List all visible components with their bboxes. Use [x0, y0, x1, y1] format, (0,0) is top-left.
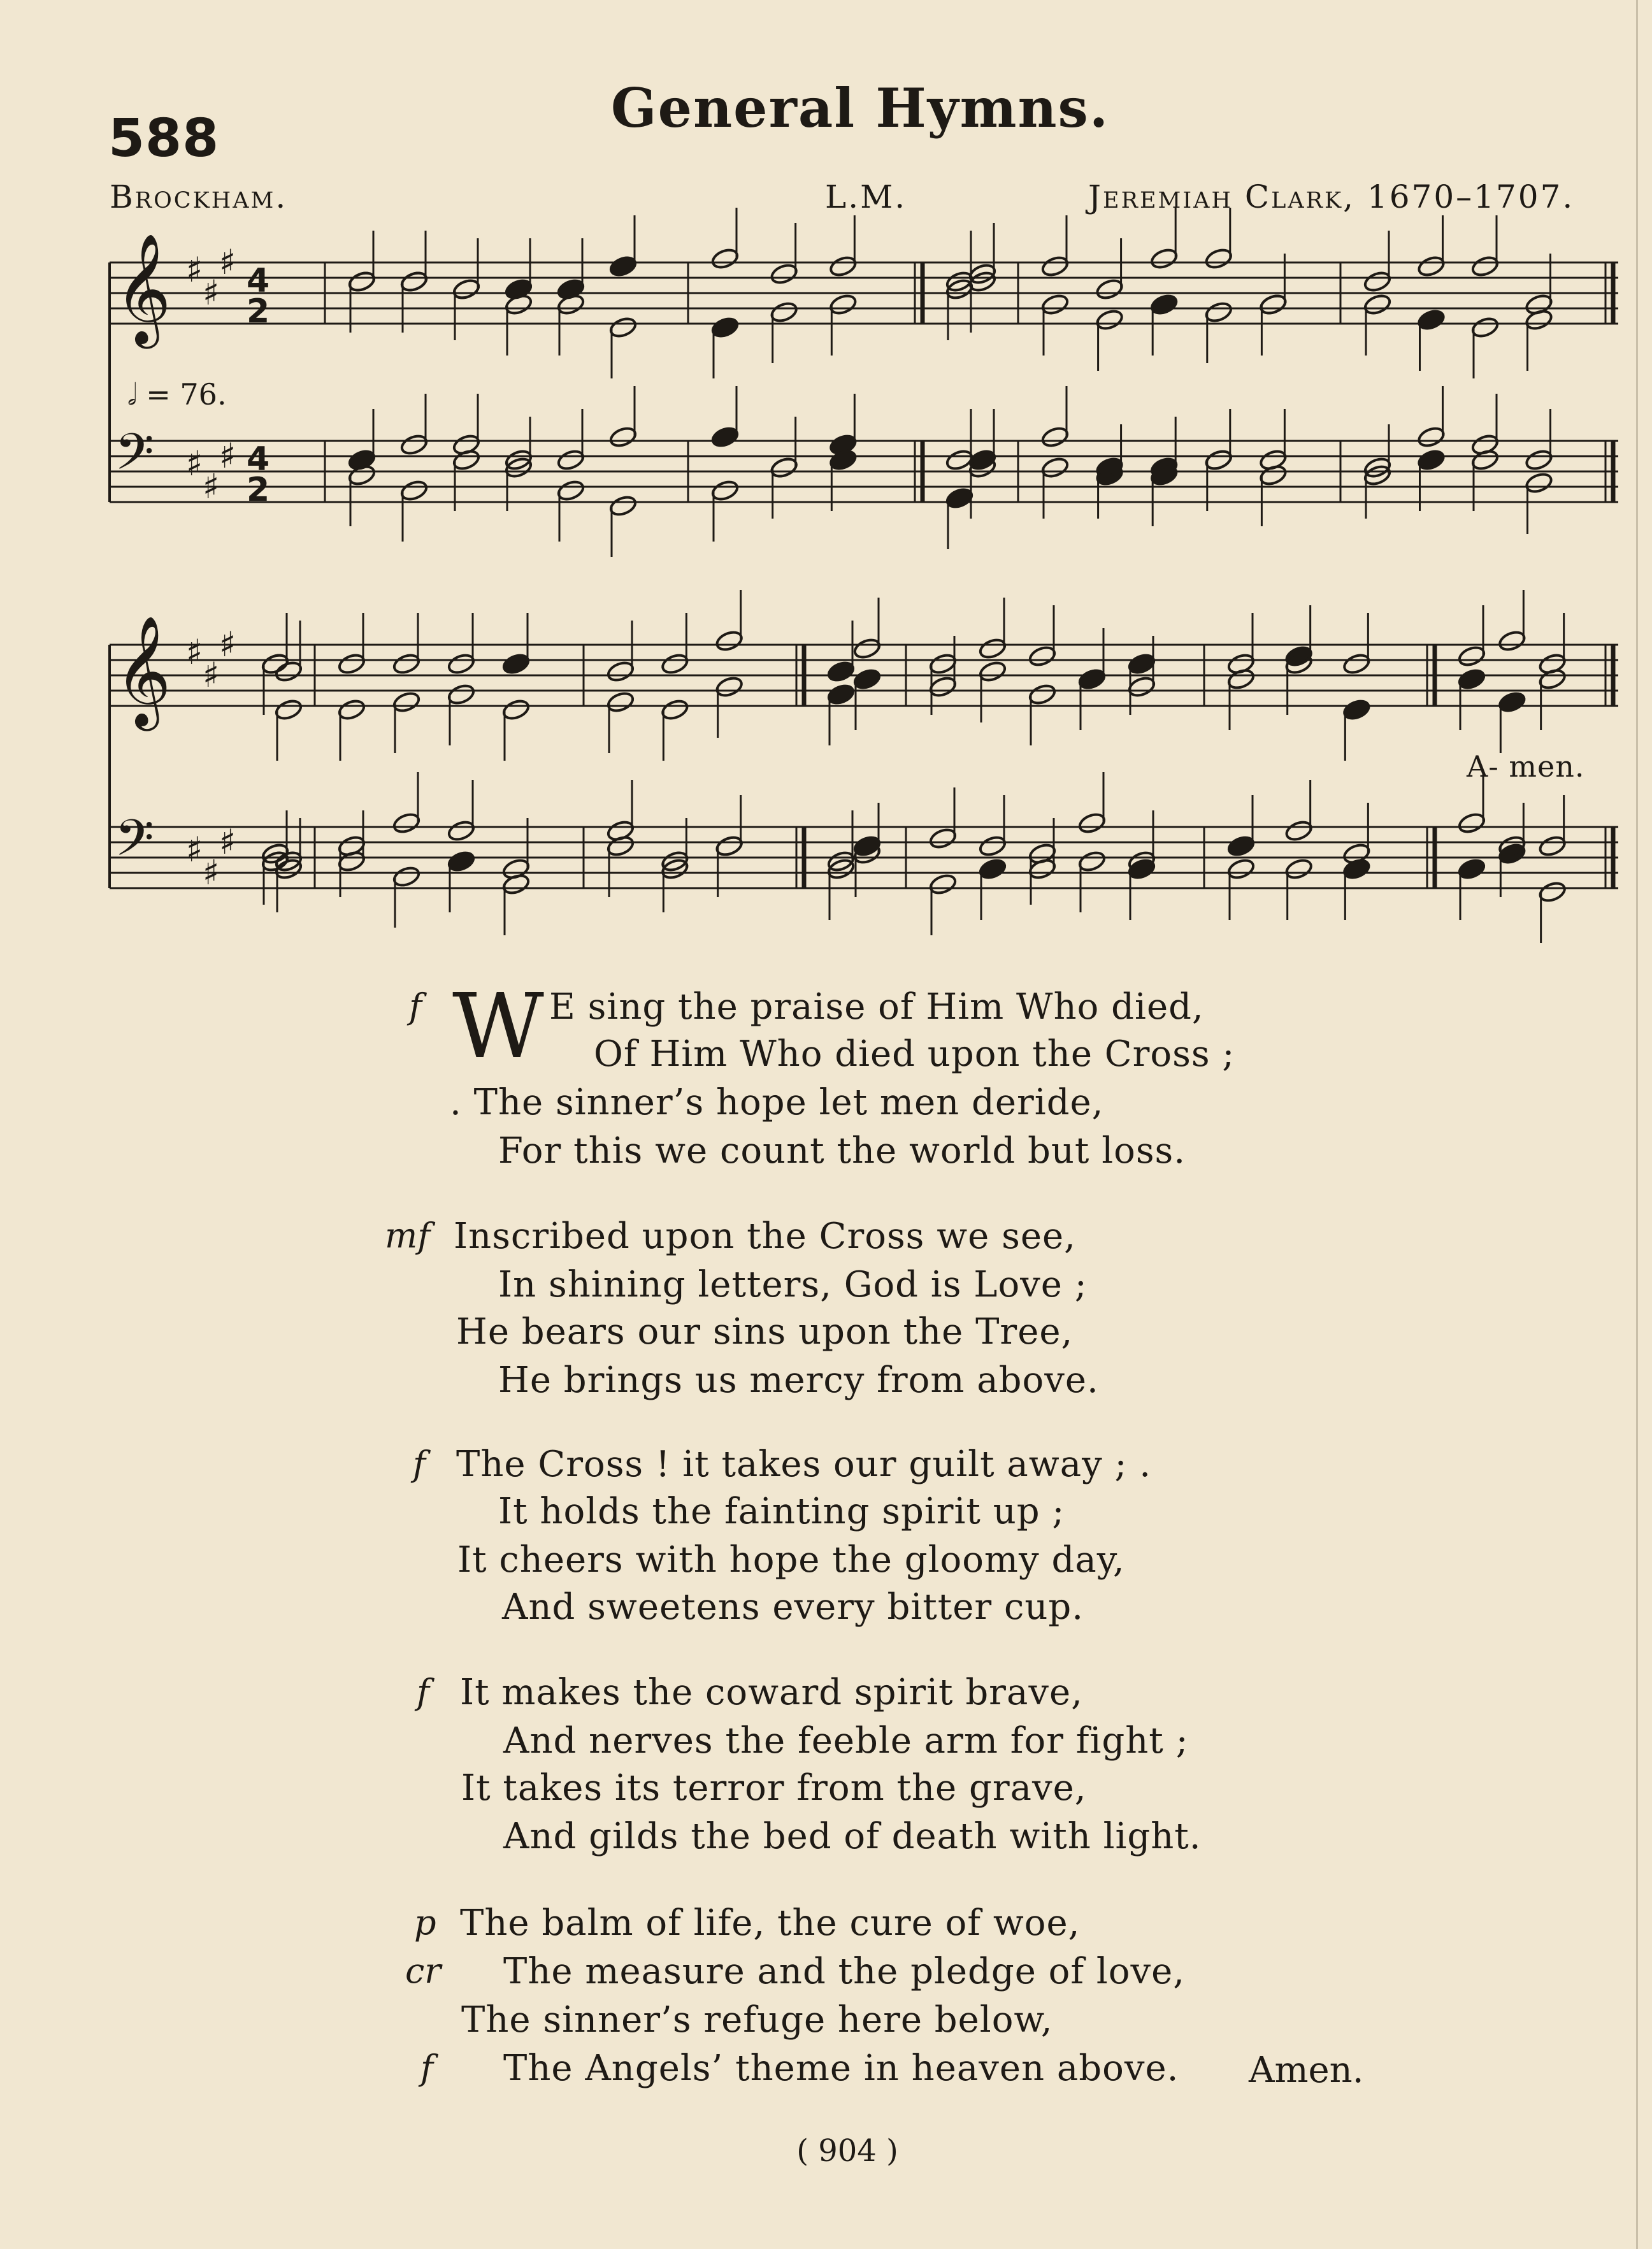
note-head: [1524, 471, 1553, 494]
note-head: [1524, 448, 1553, 471]
verse-5-dynamic: p: [414, 1902, 436, 1943]
note-head: [1149, 292, 1179, 316]
note-head: [606, 659, 635, 683]
note-head: [1457, 644, 1486, 668]
note-head: [715, 675, 744, 698]
note-head: [392, 690, 421, 714]
note-head: [1284, 857, 1314, 880]
verse-2-line-1: Inscribed upon the Cross we see,: [454, 1216, 1076, 1257]
verse-5-line-3: The sinner’s refuge here below,: [461, 1999, 1053, 2041]
note-head: [608, 425, 638, 449]
note-head: [347, 269, 377, 293]
note-head: [1416, 308, 1446, 331]
note-head: [1077, 849, 1107, 873]
note-head: [1497, 629, 1526, 652]
note-head: [501, 652, 531, 675]
bass-clef-icon: 𝄢: [115, 422, 154, 494]
note-head: [710, 315, 740, 339]
verse-1-line-3: . The sinner’s hope let men deride,: [450, 1082, 1104, 1123]
note-head: [928, 675, 958, 698]
time-signature-top: 4: [247, 440, 270, 478]
note-head: [392, 811, 421, 835]
note-head: [337, 698, 366, 721]
time-signature-bottom: 2: [247, 471, 270, 509]
note-head: [1497, 690, 1526, 714]
note-head: [1028, 682, 1057, 706]
note-head: [556, 478, 585, 502]
note-head: [392, 652, 421, 675]
sharp-icon: ♯: [219, 242, 236, 282]
note-head: [1149, 247, 1179, 270]
note-head: [1127, 675, 1156, 698]
note-head: [978, 857, 1007, 880]
note-head: [945, 486, 974, 510]
note-head: [399, 269, 429, 293]
sharp-icon: ♯: [186, 632, 203, 672]
verse-3-dynamic: f: [413, 1444, 426, 1484]
treble-clef-icon: 𝄞: [115, 615, 171, 726]
note-head: [828, 292, 858, 316]
note-head: [1363, 292, 1392, 316]
note-head: [660, 652, 689, 675]
note-head: [1457, 857, 1486, 880]
note-head: [1040, 425, 1070, 449]
note-head: [1204, 247, 1233, 270]
composer: Jeremiah Clark, 1670–1707.: [1088, 178, 1575, 215]
note-head: [501, 698, 531, 721]
meter: L.M.: [825, 178, 907, 215]
tempo-mark: 𝅗𝅥 = 76.: [127, 377, 227, 412]
time-signature-top: 4: [247, 262, 270, 300]
note-head: [274, 659, 303, 683]
sharp-icon: ♯: [203, 466, 220, 507]
note-head: [978, 659, 1007, 683]
sharp-icon: ♯: [219, 624, 236, 665]
time-signature-bottom: 2: [247, 292, 270, 331]
note-head: [447, 682, 476, 706]
verse-2-dynamic: mf: [385, 1216, 431, 1256]
verse-4-line-4: And gilds the bed of death with light.: [503, 1816, 1202, 1857]
sharp-icon: ♯: [186, 830, 203, 870]
verse-3-line-2: It holds the fainting spirit up ;: [498, 1491, 1065, 1532]
note-head: [1095, 277, 1124, 301]
note-head: [447, 652, 476, 675]
note-head: [852, 636, 882, 660]
note-head: [770, 300, 799, 324]
verse-3-line-4: And sweetens every bitter cup.: [502, 1586, 1084, 1628]
verse-1-line-4: For this we count the world but loss.: [498, 1130, 1186, 1172]
note-head: [770, 456, 799, 479]
note-head: [1457, 811, 1486, 835]
bass-clef-icon: 𝄢: [115, 808, 154, 880]
note-head: [928, 826, 958, 850]
note-head: [928, 652, 958, 675]
note-head: [1416, 448, 1446, 471]
note-head: [1538, 880, 1567, 903]
note-head: [1416, 425, 1446, 449]
note-head: [828, 254, 858, 278]
note-head: [710, 425, 740, 449]
verse-5-line-1: The balm of life, the cure of woe,: [460, 1902, 1081, 1944]
note-head: [826, 659, 856, 683]
note-head: [1040, 456, 1070, 479]
sharp-icon: ♯: [219, 436, 236, 476]
note-head: [826, 682, 856, 706]
verse-3-line-1: The Cross ! it takes our guilt away ; .: [456, 1444, 1151, 1485]
sharp-icon: ♯: [203, 852, 220, 893]
note-head: [1127, 652, 1156, 675]
verse-1-line-2: Of Him Who died upon the Cross ;: [594, 1033, 1235, 1075]
note-head: [978, 834, 1007, 858]
note-head: [1284, 819, 1314, 842]
treble-clef-icon: 𝄞: [115, 233, 171, 344]
verse-2-line-4: He brings us mercy from above.: [498, 1360, 1099, 1401]
verse-4-line-1: It makes the coward spirit brave,: [460, 1672, 1083, 1713]
note-head: [1416, 254, 1446, 278]
verse-2-line-3: He bears our sins upon the Tree,: [456, 1311, 1074, 1353]
note-head: [1204, 448, 1233, 471]
note-head: [710, 478, 740, 502]
note-head: [1258, 292, 1288, 316]
sharp-icon: ♯: [186, 250, 203, 290]
note-head: [608, 254, 638, 278]
note-head: [399, 433, 429, 456]
verse-5-line-2: The measure and the pledge of love,: [503, 1951, 1186, 1992]
sharp-icon: ♯: [186, 443, 203, 484]
note-head: [606, 690, 635, 714]
hymn-number: 588: [108, 108, 220, 169]
note-head: [1204, 300, 1233, 324]
note-head: [1226, 857, 1256, 880]
verse-1-drop-cap: W: [452, 975, 544, 1079]
amen-lyric: A- men.: [1467, 749, 1585, 784]
verse-5-dynamic-f: f: [420, 2048, 433, 2088]
note-head: [1342, 698, 1371, 721]
note-head: [1226, 834, 1256, 858]
note-head: [1077, 811, 1107, 835]
page-number: ( 904 ): [796, 2133, 898, 2169]
note-head: [1040, 254, 1070, 278]
note-head: [1028, 644, 1057, 668]
sharp-icon: ♯: [203, 655, 220, 695]
note-head: [715, 834, 744, 858]
note-head: [274, 698, 303, 721]
verse-2-line-2: In shining letters, God is Love ;: [498, 1264, 1088, 1305]
note-head: [928, 872, 958, 896]
note-head: [337, 652, 366, 675]
running-head: General Hymns.: [610, 76, 1110, 140]
note-head: [447, 819, 476, 842]
note-head: [1470, 315, 1500, 339]
note-head: [447, 849, 476, 873]
verse-4-line-3: It takes its terror from the grave,: [461, 1767, 1087, 1809]
note-head: [852, 667, 882, 691]
verse-4-line-2: And nerves the feeble arm for fight ;: [503, 1720, 1189, 1762]
note-head: [1470, 254, 1500, 278]
note-head: [1040, 292, 1070, 316]
verse-1-line-1: E sing the praise of Him Who died,: [549, 986, 1204, 1028]
note-head: [1363, 269, 1392, 293]
verse-3-line-3: It cheers with hope the gloomy day,: [457, 1539, 1125, 1581]
note-head: [556, 448, 585, 471]
verse-4-dynamic: f: [417, 1672, 429, 1712]
verse-1-dynamic: f: [409, 986, 422, 1026]
note-head: [715, 629, 744, 652]
note-head: [399, 478, 429, 502]
verse-5-dynamic-cr: cr: [405, 1951, 442, 1991]
note-head: [608, 494, 638, 517]
tune-name: Brockham.: [110, 178, 288, 215]
verse-5-amen: Amen.: [1249, 2050, 1364, 2091]
note-head: [1457, 667, 1486, 691]
note-head: [770, 262, 799, 285]
note-head: [1095, 308, 1124, 331]
note-head: [660, 698, 689, 721]
sharp-icon: ♯: [203, 273, 220, 313]
note-head: [710, 247, 740, 270]
note-head: [978, 636, 1007, 660]
note-head: [392, 865, 421, 888]
note-head: [1342, 652, 1371, 675]
sharp-icon: ♯: [219, 822, 236, 862]
note-head: [452, 277, 481, 301]
music-score: [0, 0, 1652, 994]
verse-5-line-4: The Angels’ theme in heaven above.: [503, 2048, 1179, 2089]
note-head: [1538, 834, 1567, 858]
note-head: [608, 315, 638, 339]
